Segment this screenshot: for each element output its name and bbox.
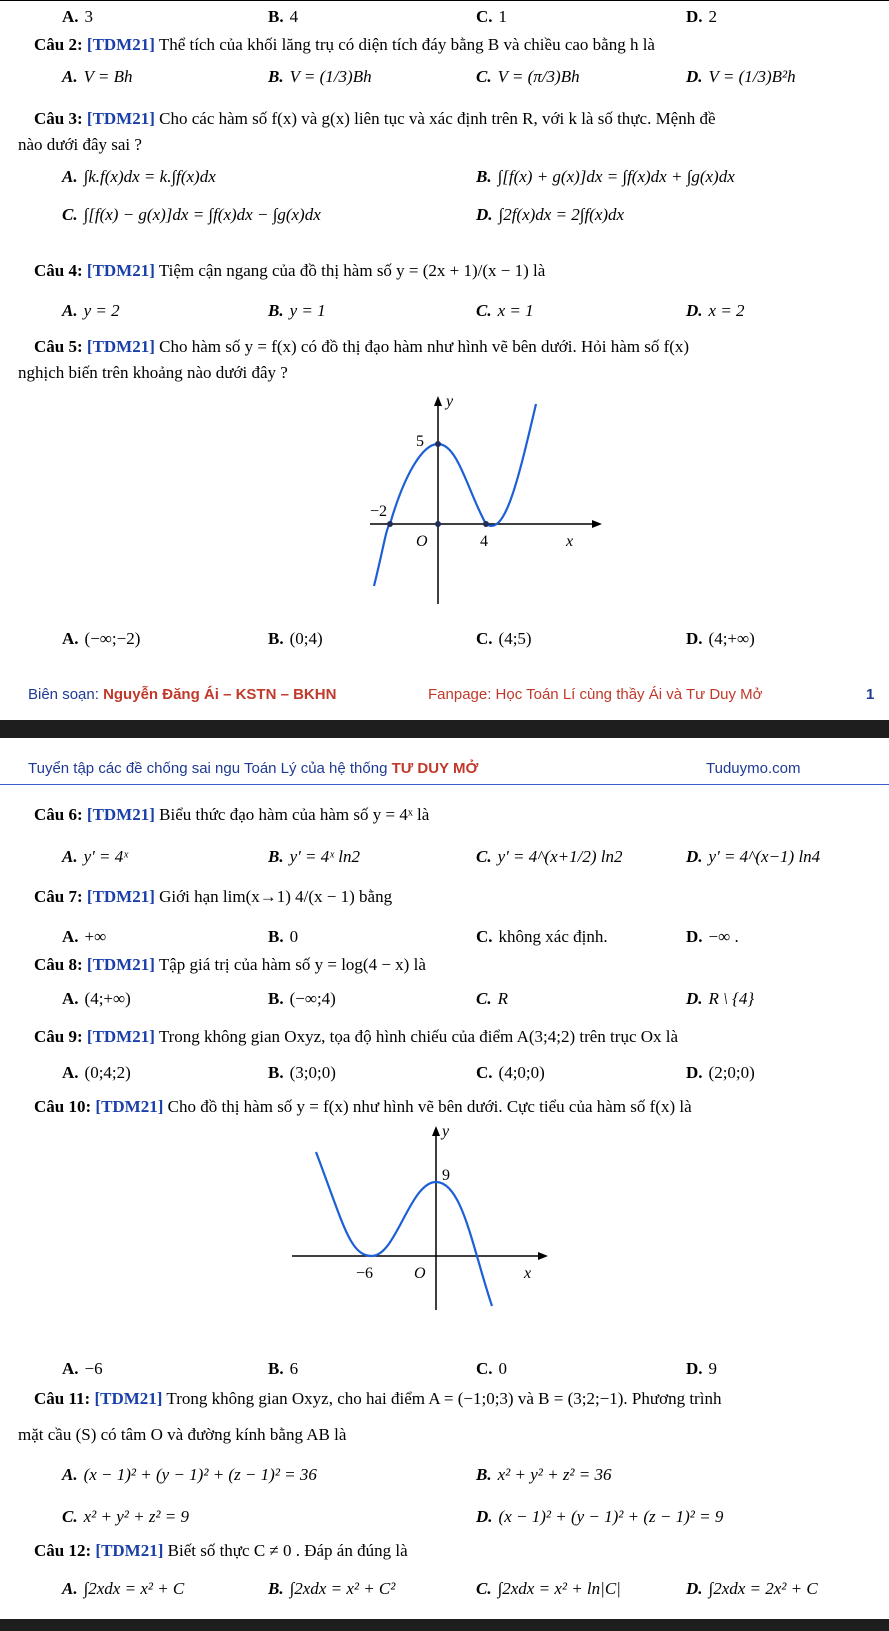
q4-option-a: A. y = 2: [62, 301, 120, 320]
q10-text: Câu 10: [TDM21] Cho đồ thị hàm số y = f(x) như hình vẽ bên dưới. Cực tiểu của hàm số f(x) là: [34, 1097, 692, 1116]
q11-options-cd: [0, 1504, 889, 1530]
q8-option-c: C. R: [476, 989, 508, 1008]
q10-options: [0, 1356, 889, 1382]
q8-text: Câu 8: [TDM21] Tập giá trị của hàm số y = log(4 − x) là: [34, 955, 426, 974]
q4-text: Câu 4: [TDM21] Tiệm cận ngang của đồ thị hàm số y = (2x + 1)/(x − 1) là: [34, 261, 546, 280]
q3-option-b: B. ∫[f(x) + g(x)]dx = ∫f(x)dx + ∫g(x)dx: [476, 167, 735, 186]
q5-x-label: x: [566, 533, 574, 550]
q5-option-c: C. (4;5): [476, 629, 532, 648]
q3-options-cd: [0, 202, 889, 228]
q4-options: [0, 298, 889, 324]
q5-tick-y: 5: [416, 433, 424, 450]
q9-option-d: D. (2;0;0): [686, 1063, 755, 1082]
q8-option-b: B. (−∞;4): [268, 989, 336, 1008]
q8-option-d: D. R \ {4}: [686, 989, 755, 1008]
q1-option-c: C. 1: [476, 7, 508, 26]
q10-option-c: C. 0: [476, 1359, 508, 1378]
top-rule: [0, 0, 889, 1]
q10-curve: [316, 1152, 492, 1306]
q5-tick-x-pos: 4: [480, 533, 488, 550]
q7-option-b: B. 0: [268, 927, 299, 946]
q11-option-d: D. (x − 1)² + (y − 1)² + (z − 1)² = 9: [476, 1507, 724, 1526]
q3-text-line2: nào dưới đây sai ?: [18, 135, 142, 154]
q7-option-c: C. không xác định.: [476, 927, 608, 946]
q5-point-origin: [435, 521, 441, 527]
q10-x-arrow-icon: [538, 1252, 548, 1260]
q2-option-d: D. V = (1/3)B²h: [686, 67, 796, 86]
q10-tick-x-neg: −6: [356, 1265, 374, 1282]
q10-x-label: x: [524, 1265, 532, 1282]
footer-author: Biên soạn: Nguyễn Đăng Ái – KSTN – BKHN: [28, 686, 337, 703]
q5-tick-x-neg: −2: [370, 503, 388, 520]
q9-option-b: B. (3;0;0): [268, 1063, 336, 1082]
q3-option-d: D. ∫2f(x)dx = 2∫f(x)dx: [476, 205, 625, 224]
q12-option-c: C. ∫2xdx = x² + ln|C|: [476, 1579, 621, 1598]
page-1: [0, 0, 889, 720]
q11-option-b: B. x² + y² + z² = 36: [476, 1465, 612, 1484]
q5-curve: [374, 404, 536, 586]
q10-option-a: A. −6: [62, 1359, 103, 1378]
q7-option-a: A. +∞: [62, 927, 107, 946]
q5-options: [0, 626, 889, 652]
q5-text-line2: nghịch biến trên khoảng nào dưới đây ?: [18, 363, 288, 382]
page1-footer: [0, 682, 889, 708]
q5-x-arrow-icon: [592, 520, 602, 528]
q7-options: [0, 924, 889, 950]
q11-options-ab: [0, 1462, 889, 1488]
q9-text: Câu 9: [TDM21] Trong không gian Oxyz, tọa độ hình chiếu của điểm A(3;4;2) trên trục Ox là: [34, 1027, 679, 1046]
q10-y-arrow-icon: [432, 1126, 440, 1136]
q3-text: Câu 3: [TDM21] Cho các hàm số f(x) và g(x) liên tục và xác định trên R, với k là số thực. Mệnh đề: [34, 109, 716, 128]
q10-origin-label: O: [414, 1265, 426, 1282]
q9-options: [0, 1060, 889, 1086]
q2-option-c: C. V = (π/3)Bh: [476, 67, 580, 86]
q12-option-a: A. ∫2xdx = x² + C: [62, 1579, 185, 1598]
q5-point-neg2: [387, 521, 393, 527]
page2-header: [0, 756, 889, 782]
q12-option-d: D. ∫2xdx = 2x² + C: [686, 1579, 818, 1598]
q10-option-b: B. 6: [268, 1359, 299, 1378]
q6-option-a: A. y' = 4ˣ: [62, 847, 129, 866]
q10-tick-y: 9: [442, 1167, 450, 1184]
q6-text: Câu 6: [TDM21] Biểu thức đạo hàm của hàm số y = 4ˣ là: [34, 805, 430, 824]
q1-options: [0, 4, 889, 30]
header-rule: [0, 784, 889, 785]
q6-options: [0, 844, 889, 870]
q5-option-d: D. (4;+∞): [686, 629, 755, 648]
page-2: [0, 738, 889, 1619]
q6-option-c: C. y' = 4^(x+1/2) ln2: [476, 847, 623, 866]
q5-origin-label: O: [416, 533, 428, 550]
q1-option-b: B. 4: [268, 7, 299, 26]
q4-option-c: C. x = 1: [476, 301, 534, 320]
q4-option-b: B. y = 1: [268, 301, 326, 320]
q5-point-4: [483, 521, 489, 527]
q10-option-d: D. 9: [686, 1359, 718, 1378]
q7-text: Câu 7: [TDM21] Giới hạn lim(x→1) 4/(x − 1) bằng: [34, 887, 393, 906]
footer-fanpage: Fanpage: Học Toán Lí cùng thầy Ái và Tư Duy Mở: [428, 686, 763, 703]
bottom-band: [0, 1619, 889, 1631]
page-separator: [0, 720, 889, 738]
q2-option-a: A. V = Bh: [62, 67, 133, 86]
q5-y-arrow-icon: [434, 396, 442, 406]
q11-text: Câu 11: [TDM21] Trong không gian Oxyz, cho hai điểm A = (−1;0;3) và B = (3;2;−1). Phương trình: [34, 1389, 722, 1408]
q10-function-graph: [292, 1126, 556, 1310]
q11-option-a: A. (x − 1)² + (y − 1)² + (z − 1)² = 36: [62, 1465, 317, 1484]
q4-option-d: D. x = 2: [686, 301, 745, 320]
q5-y-label: y: [446, 396, 454, 410]
q12-option-b: B. ∫2xdx = x² + C²: [268, 1579, 396, 1598]
q5-point-5: [435, 441, 441, 447]
q5-option-b: B. (0;4): [268, 629, 323, 648]
q12-options: [0, 1576, 889, 1602]
q12-text: Câu 12: [TDM21] Biết số thực C ≠ 0 . Đáp án đúng là: [34, 1541, 408, 1560]
q6-option-b: B. y' = 4ˣ ln2: [268, 847, 361, 866]
q1-option-a: A. 3: [62, 7, 94, 26]
q3-option-a: A. ∫k.f(x)dx = k.∫f(x)dx: [62, 167, 216, 186]
page-number: 1: [866, 686, 875, 703]
q5-text: Câu 5: [TDM21] Cho hàm số y = f(x) có đồ thị đạo hàm như hình vẽ bên dưới. Hỏi hàm số f(x): [34, 337, 690, 356]
q3-options-ab: [0, 164, 889, 190]
q8-options: [0, 986, 889, 1012]
q2-text: Câu 2: [TDM21] Thể tích của khối lăng trụ có diện tích đáy bằng B và chiều cao bằng h là: [34, 35, 655, 54]
q11-option-c: C. x² + y² + z² = 9: [62, 1507, 190, 1526]
q7-option-d: D. −∞ .: [686, 927, 739, 946]
q1-option-d: D. 2: [686, 7, 718, 26]
q10-y-label: y: [442, 1126, 450, 1140]
header-title: Tuyển tập các đề chống sai ngu Toán Lý của hệ thống TƯ DUY MỞ: [28, 760, 479, 777]
q8-option-a: A. (4;+∞): [62, 989, 131, 1008]
q3-option-c: C. ∫[f(x) − g(x)]dx = ∫f(x)dx − ∫g(x)dx: [62, 205, 321, 224]
q9-option-c: C. (4;0;0): [476, 1063, 545, 1082]
q5-derivative-graph: [370, 396, 610, 604]
q2-option-b: B. V = (1/3)Bh: [268, 67, 372, 86]
q6-option-d: D. y' = 4^(x−1) ln4: [686, 847, 821, 866]
q9-option-a: A. (0;4;2): [62, 1063, 131, 1082]
q5-option-a: A. (−∞;−2): [62, 629, 141, 648]
q11-text-line2: mặt cầu (S) có tâm O và đường kính bằng AB là: [18, 1425, 347, 1444]
q2-options: [0, 64, 889, 90]
header-site: Tuduymo.com: [706, 760, 801, 777]
